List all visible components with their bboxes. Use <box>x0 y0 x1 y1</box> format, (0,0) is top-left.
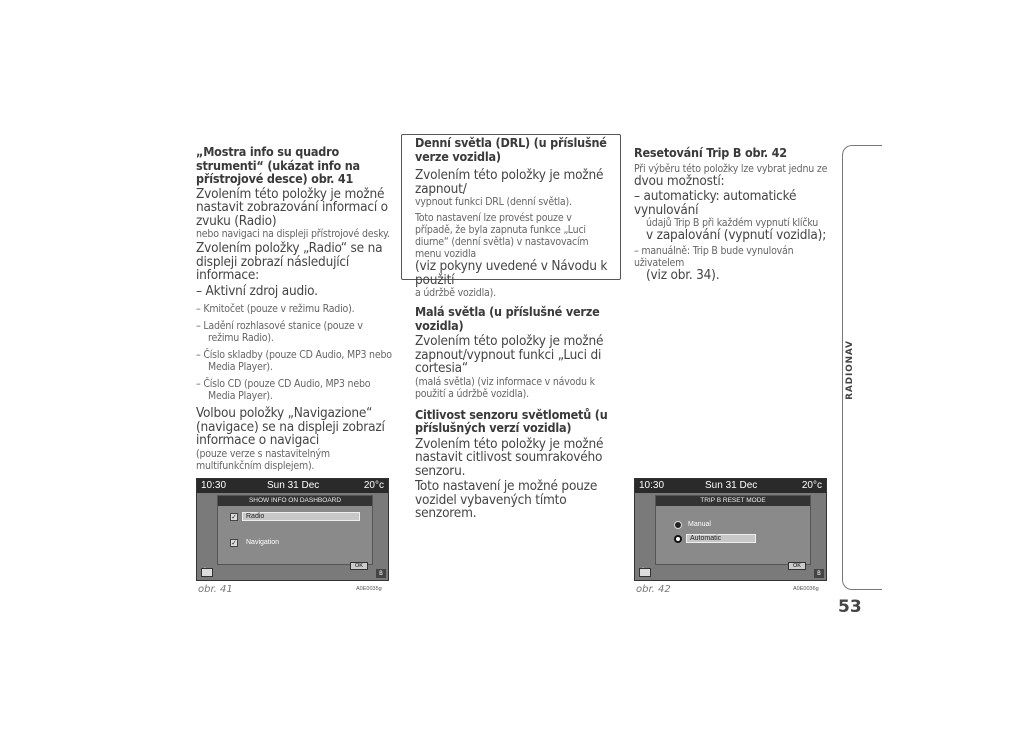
paragraph: Zvolením této položky je možné nastavit zobrazování informací o zvuku (Radio) <box>196 185 388 229</box>
menu-title: TRIP B RESET MODE <box>656 496 810 506</box>
list-item: – Aktivní zdroj audio. <box>196 282 318 299</box>
list-item: – Číslo CD (pouze CD Audio, MP3 nebo Media Player). <box>196 378 371 402</box>
temperature-text: 20°c <box>363 480 384 491</box>
radio-manual[interactable] <box>674 521 682 529</box>
paragraph: (viz pokyny uvedené v Návodu k použití <box>415 258 608 288</box>
list-item: v zapalování (vypnutí vozidla); <box>646 227 827 243</box>
section-heading-small-lights: Malá světla (u příslušné verze vozidla) <box>415 304 600 333</box>
paragraph-small: Toto nastavení lze provést pouze v případě, že byla zapnuta funkce „Luci diurne“ (denní světla) v nastavovacím menu vozidla <box>415 212 589 260</box>
mountain-icon <box>639 558 651 566</box>
flag-icon <box>639 568 651 577</box>
section-heading-dashboard-info: „Mostra info su quadro strumenti“ (ukázat info na přístrojové desce) obr. 41 <box>196 144 360 186</box>
figure-caption: obr. 41 <box>198 584 233 595</box>
ok-button[interactable]: OK <box>788 562 806 570</box>
clock-text: 10:30 <box>201 480 227 491</box>
ok-button[interactable]: OK <box>350 562 368 570</box>
column-right <box>634 146 834 284</box>
section-heading-sensor: Citlivost senzoru světlometů (u příslušných verzí vozidla) <box>415 406 608 435</box>
date-text: Sun 31 Dec <box>705 480 758 491</box>
paragraph-small: (pouze verze s nastavitelným multifunkčním displejem). <box>196 447 330 472</box>
checkbox-navigation[interactable]: ✓ <box>231 539 237 547</box>
paragraph: Volbou položky „Navigazione“ (navigace) se na displeji zobrazí informace o navigaci <box>196 405 385 448</box>
paragraph: Zvolením položky „Radio“ se na displeji zobrazí následující informace: <box>196 240 383 283</box>
list-item: – Ladění rozhlasové stanice (pouze v režimu Radio). <box>196 320 363 344</box>
clock-text: 10:30 <box>639 480 665 491</box>
paragraph: Zvolením této položky je možné zapnout/ <box>415 167 604 197</box>
status-bar <box>635 479 826 493</box>
paragraph-small: nebo navigaci na displeji přístrojové desky. <box>196 228 390 240</box>
paragraph: Zvolením této položky je možné zapnout/vypnout funkci „Luci di cortesia“ <box>415 333 604 376</box>
option-radio[interactable]: Radio <box>242 512 360 521</box>
paragraph-small: a údržbě vozidla). <box>415 287 496 299</box>
temperature-text: 20°c <box>801 480 822 491</box>
paragraph-small: vypnout funkci DRL (denní světla). <box>415 196 572 208</box>
radio-automatic[interactable] <box>674 535 682 543</box>
page-number: 53 <box>838 597 862 617</box>
paragraph-small: (malá světla) (viz informace v návodu k použití a údržbě vozidla). <box>415 375 595 400</box>
list-item-small: údajů Trip B při každém vypnutí klíčku <box>646 217 819 229</box>
section-label: RADIONAV <box>845 340 855 400</box>
paragraph: dvou možností: <box>634 172 725 189</box>
list-item: – Kmitočet (pouze v režimu Radio). <box>196 303 355 315</box>
b-indicator: B <box>376 569 386 578</box>
paragraph: Zvolením této položky je možné nastavit citlivost soumrakového senzoru. <box>415 435 604 479</box>
list-item: (viz obr. 34). <box>646 266 720 283</box>
menu-panel <box>655 495 811 565</box>
display-screenshot-dashboard <box>196 478 389 581</box>
b-indicator: B <box>814 569 824 578</box>
column-middle <box>415 136 611 523</box>
status-bar <box>197 479 388 493</box>
display-screenshot-trip-reset <box>634 478 827 581</box>
list-item-small: – manuálně: Trip B bude vynulován uživatelem <box>634 244 794 269</box>
paragraph: Toto nastavení je možné pouze vozidel vybavených tímto senzorem. <box>415 478 598 521</box>
list-item: – automaticky: automatické vynulování <box>634 188 797 218</box>
figure-code: A0E0036g <box>793 586 819 592</box>
option-automatic[interactable]: Automatic <box>686 534 756 543</box>
option-manual[interactable]: Manual <box>688 521 711 528</box>
flag-icon <box>201 568 213 577</box>
mountain-icon <box>201 558 213 566</box>
date-text: Sun 31 Dec <box>267 480 320 491</box>
section-heading-trip-b: Resetování Trip B obr. 42 <box>634 145 787 160</box>
section-heading-drl: Denní světla (DRL) (u příslušné verze vozidla) <box>415 135 607 164</box>
figure-caption: obr. 42 <box>636 584 671 595</box>
menu-title: SHOW INFO ON DASHBOARD <box>218 496 372 506</box>
checkbox-radio[interactable]: ✓ <box>231 513 237 521</box>
menu-panel <box>217 495 373 565</box>
list-item: – Číslo skladby (pouze CD Audio, MP3 nebo Media Player). <box>196 349 392 373</box>
paragraph-small: Při výběru této položky lze vybrat jednu ze <box>634 162 828 175</box>
column-left <box>196 145 392 474</box>
figure-code: A0E0035g <box>356 586 382 592</box>
option-navigation[interactable]: Navigation <box>246 539 280 546</box>
